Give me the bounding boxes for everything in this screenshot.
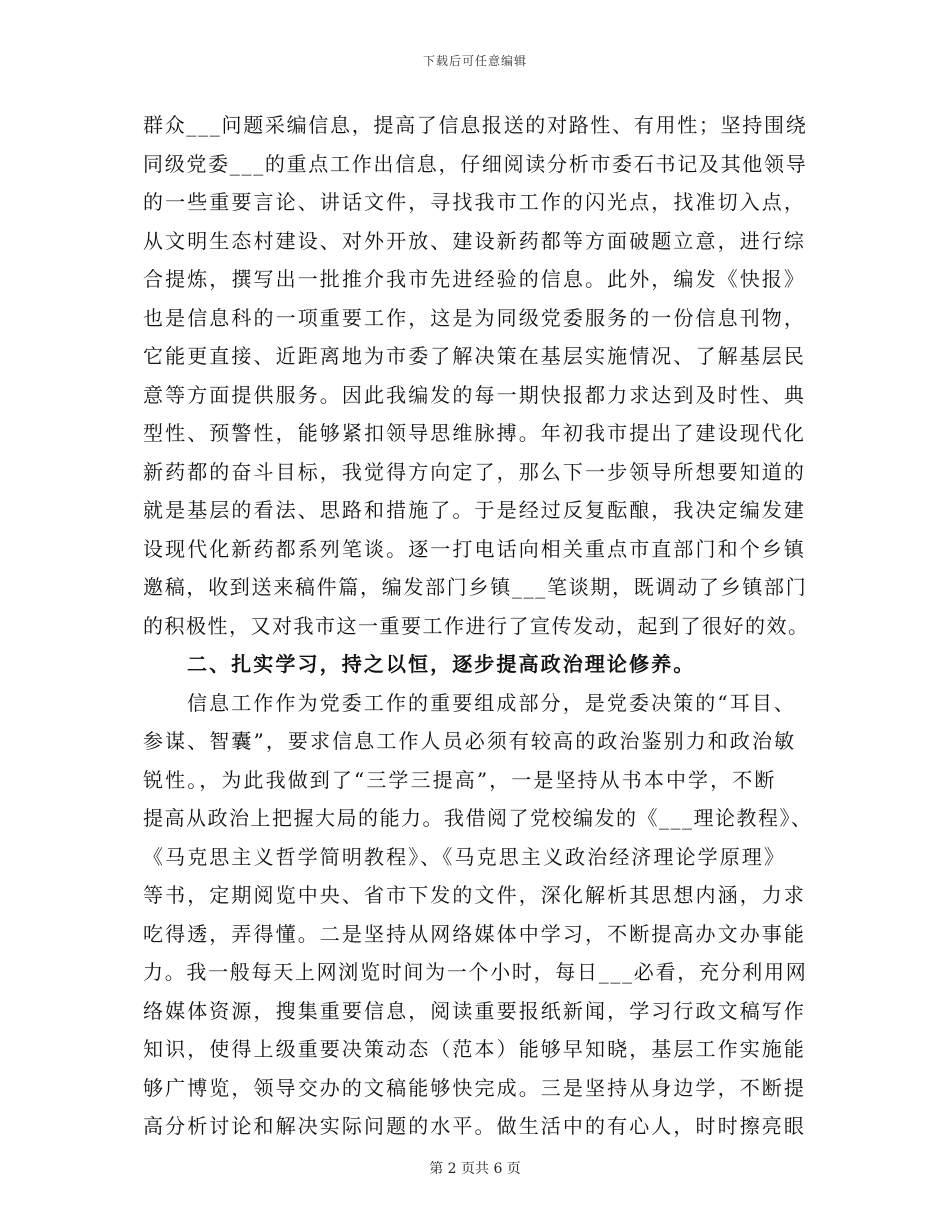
body-line: 提高从政治上把握大局的能力。我借阅了党校编发的《___理论教程》、 [143, 806, 813, 830]
body-line: 也是信息科的一项重要工作，这是为同级党委服务的一份信息刊物， [143, 305, 806, 330]
body-line: 信息工作作为党委工作的重要组成部分，是党委决策的“耳目、 [187, 690, 797, 715]
body-line: 参谋、智囊”，要求信息工作人员必须有较高的政治鉴别力和政治敏 [143, 729, 797, 753]
body-line: 吃得透，弄得懂。二是坚持从网络媒体中学习，不断提高办文办事能 [143, 921, 806, 946]
body-line: 它能更直接、近距离地为市委了解决策在基层实施情况、了解基层民 [143, 344, 806, 368]
body-line: 合提炼，撰写出一批推介我市先进经验的信息。此外，编发《快报》 [143, 267, 806, 291]
body-line: 的一些重要言论、讲话文件，寻找我市工作的闪光点，找准切入点， [143, 190, 806, 214]
body-line: 同级党委___的重点工作出信息，仔细阅读分析市委石书记及其他领导 [143, 151, 808, 176]
page-header: 下载后可任意编辑 [422, 54, 527, 68]
body-line: 高分析讨论和解决实际问题的水平。做生活中的有心人，时时擦亮眼 [143, 1114, 806, 1138]
body-line: 力。我一般每天上网浏览时间为一个小时，每日___必看，充分利用网 [143, 960, 808, 984]
body-line: 等书，定期阅览中央、省市下发的文件，深化解析其思想内涵，力求 [143, 883, 806, 907]
page-number-footer: 第 2 页共 6 页 [429, 1161, 521, 1177]
body-line: 意等方面提供服务。因此我编发的每一期快报都力求达到及时性、典 [143, 382, 806, 407]
body-line: 邀稿，收到送来稿件篇，编发部门乡镇___笔谈期，既调动了乡镇部门 [143, 575, 808, 599]
body-line: 够广博览，领导交办的文稿能够快完成。三是坚持从身边学，不断提 [143, 1075, 806, 1100]
body-line: 设现代化新药都系列笔谈。逐一打电话向相关重点市直部门和个乡镇 [143, 536, 806, 561]
document-body [143, 106, 813, 1146]
body-line: 络媒体资源，搜集重要信息，阅读重要报纸新闻，学习行政文稿写作 [143, 998, 806, 1023]
body-line: 就是基层的看法、思路和措施了。于是经过反复酝酿，我决定编发建 [143, 498, 806, 522]
body-line: 从文明生态村建设、对外开放、建设新药都等方面破题立意，进行综 [143, 228, 806, 253]
body-line: 群众___问题采编信息，提高了信息报送的对路性、有用性；坚持围绕 [143, 113, 808, 137]
body-line: 锐性。，为此我做到了“三学三提高”，一是坚持从书本中学，不断 [143, 767, 777, 792]
body-line: 型性、预警性，能够紧扣领导思维脉搏。年初我市提出了建设现代化 [143, 421, 806, 445]
section-heading: 二、扎实学习，持之以恒，逐步提高政治理论修养。 [187, 652, 696, 676]
body-line: 《马克思主义哲学简明教程》、《马克思主义政治经济理论学原理》 [143, 844, 786, 869]
body-line: 的积极性，又对我市这一重要工作进行了宣传发动，起到了很好的效。 [143, 613, 810, 638]
body-line: 新药都的奋斗目标，我觉得方向定了，那么下一步领导所想要知道的 [143, 459, 806, 484]
body-line: 知识，使得上级重要决策动态（范本）能够早知晓，基层工作实施能 [143, 1037, 806, 1061]
